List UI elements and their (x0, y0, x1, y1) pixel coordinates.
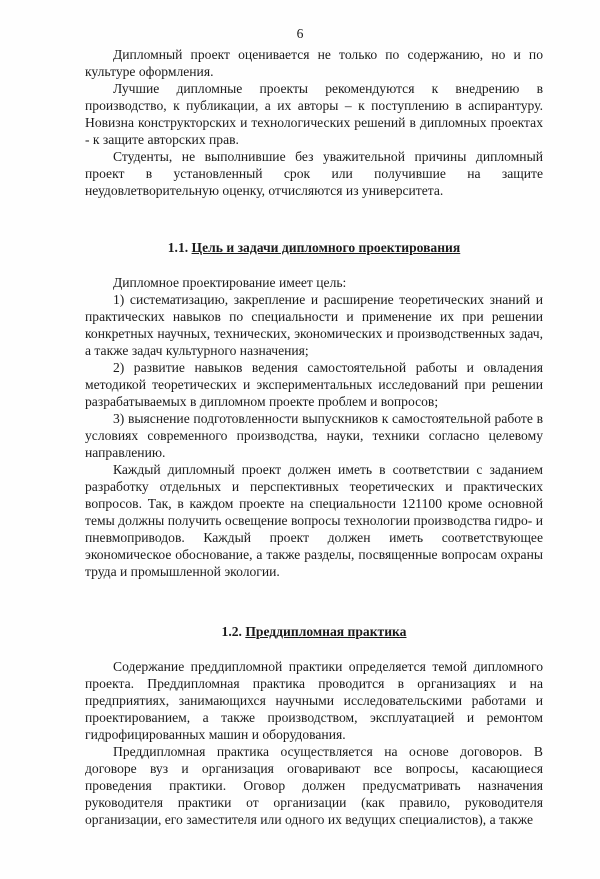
section-heading-1-2 (85, 624, 543, 640)
section-number: 1.2. (221, 624, 242, 639)
section-title: Преддипломная практика (245, 624, 407, 639)
intro-paragraph-1: Дипломный проект оценивается не только по содержанию, но и по культуре оформления. (85, 47, 543, 79)
paragraph: Дипломное проектирование имеет цель: (113, 275, 347, 290)
intro-paragraph-3: Студенты, не выполнившие без уважительной причины дипломный проект в установленный срок или получившие на защите неудовлетворительную оценку, отчисляются из университета. (85, 149, 543, 198)
list-item-3: 3) выяснение подготовленности выпускников к самостоятельной работе в условиях современного производства, науки, техники согласно целевому направлению. (85, 411, 543, 460)
section-1-2-body (85, 658, 543, 828)
section-1-1-body (85, 274, 543, 580)
section-heading-1-1 (85, 240, 543, 256)
paragraph: Преддипломная практика осуществляется на основе договоров. В договоре вуз и организация оговаривают все вопросы, касающиеся проведения практики. Оговор должен предусматривать назначения руководителя практики от организации (как правило, руководителя организации, его заместителя или одного их ведущих специалистов), а также (85, 744, 543, 827)
section-number: 1.1. (167, 240, 189, 255)
page-number: 6 (296, 26, 304, 41)
paragraph: Содержание преддипломной практики определяется темой дипломного проекта. Преддипломная практика проводится в организациях и на предприятиях, занимающихся научными исследовательскими работами и проектированием, а также производством, эксплуатацией и ремонтом гидрофицированных машин и оборудования. (85, 659, 543, 742)
list-item-1: 1) систематизацию, закрепление и расширение теоретических знаний и практических навыков по специальности и применение их при решении конкретных научных, технических, экономических и производственных задач, а также задач культурного назначения; (85, 292, 543, 358)
intro-block (85, 46, 543, 199)
list-item-2: 2) развитие навыков ведения самостоятельной работы и овладения методикой теоретических и экспериментальных исследований при решении разрабатываемых в дипломном проекте проблем и вопросов; (85, 360, 543, 409)
paragraph: Каждый дипломный проект должен иметь в соответствии с заданием разработку отдельных и перспективных теоретических и практических вопросов. Так, в каждом проекте на специальности 121100 кроме основной темы должны получить освещение вопросы технологии производства гидро- и пневмоприводов. Каждый проект должен иметь соответствующее экономическое обоснование, а также разделы, посвященные вопросам охраны труда и промышленной экологии. (85, 462, 543, 579)
section-title: Цель и задачи дипломного проектирования (191, 240, 461, 255)
intro-paragraph-2: Лучшие дипломные проекты рекомендуются к внедрению в производство, к публикации, а их авторы – к поступлению в аспирантуру. Новизна конструкторских и технологических решений в дипломных проектах - к защите авторских прав. (85, 81, 543, 147)
